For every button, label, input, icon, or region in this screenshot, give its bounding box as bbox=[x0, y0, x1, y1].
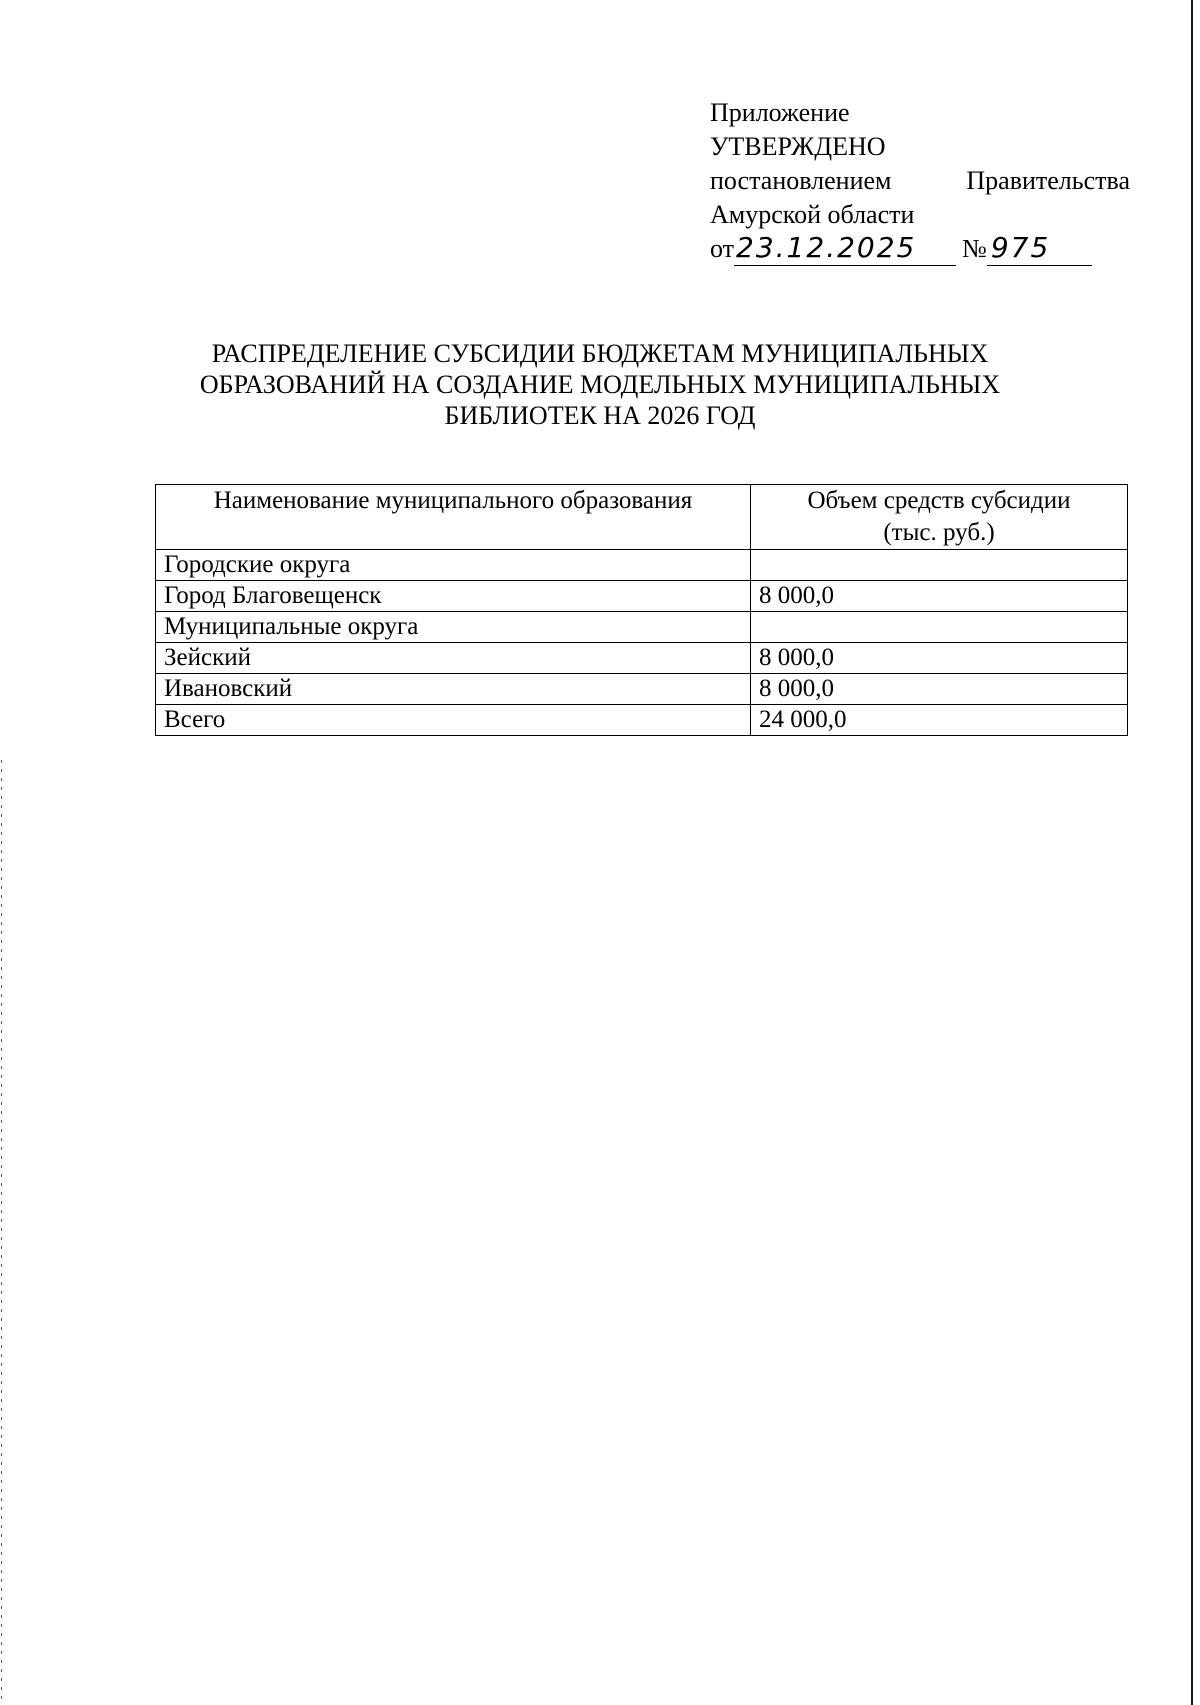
row-amount bbox=[751, 612, 1128, 643]
header-amount-line1: Объем средств субсидии bbox=[807, 487, 1071, 514]
title-line-3: БИБЛИОТЕК НА 2026 ГОД bbox=[444, 401, 756, 430]
date-number-line bbox=[710, 232, 1130, 266]
header-amount bbox=[751, 485, 1128, 550]
row-amount: 8 000,0 bbox=[751, 643, 1128, 674]
header-amount-line2: (тыс. руб.) bbox=[883, 519, 995, 546]
scan-border-left bbox=[1, 760, 2, 1705]
government-word: Правительства bbox=[966, 166, 1130, 195]
number-field bbox=[987, 232, 1092, 266]
header-name-text: Наименование муниципального образования bbox=[213, 487, 693, 514]
row-amount: 24 000,0 bbox=[751, 705, 1128, 736]
row-name: Всего bbox=[156, 705, 751, 736]
row-amount: 8 000,0 bbox=[751, 674, 1128, 705]
row-name: Муниципальные округа bbox=[156, 612, 751, 643]
region-label: Амурской области bbox=[710, 200, 915, 229]
table-row-total bbox=[156, 705, 1128, 736]
number-sign: № bbox=[962, 234, 987, 263]
table-row bbox=[156, 674, 1128, 705]
handwritten-number: 975 bbox=[990, 231, 1051, 264]
subsidy-table bbox=[155, 484, 1128, 736]
row-name: Город Благовещенск bbox=[156, 581, 751, 612]
approval-block bbox=[710, 96, 1130, 266]
approved-label: УТВЕРЖДЕНО bbox=[710, 132, 886, 161]
document-title bbox=[150, 338, 1050, 431]
table-row bbox=[156, 643, 1128, 674]
date-prefix: от bbox=[710, 234, 735, 263]
resolution-word: постановлением bbox=[710, 166, 892, 195]
row-name: Зейский bbox=[156, 643, 751, 674]
header-name bbox=[156, 485, 751, 550]
row-name: Городские округа bbox=[156, 550, 751, 581]
title-line-2: ОБРАЗОВАНИЙ НА СОЗДАНИЕ МОДЕЛЬНЫХ МУНИЦИПАЛЬНЫХ bbox=[199, 370, 1001, 399]
appendix-label: Приложение bbox=[710, 98, 850, 127]
resolution-line bbox=[710, 164, 1130, 198]
date-field bbox=[734, 232, 956, 266]
table-row bbox=[156, 581, 1128, 612]
title-line-1: РАСПРЕДЕЛЕНИЕ СУБСИДИИ БЮДЖЕТАМ МУНИЦИПАЛЬНЫХ bbox=[211, 339, 989, 368]
table-row bbox=[156, 612, 1128, 643]
table-row bbox=[156, 550, 1128, 581]
row-name: Ивановский bbox=[156, 674, 751, 705]
row-amount bbox=[751, 550, 1128, 581]
scan-border-right bbox=[1191, 0, 1193, 1705]
row-amount: 8 000,0 bbox=[751, 581, 1128, 612]
handwritten-date: 23.12.2025 bbox=[736, 231, 917, 264]
table-header-row bbox=[156, 485, 1128, 550]
